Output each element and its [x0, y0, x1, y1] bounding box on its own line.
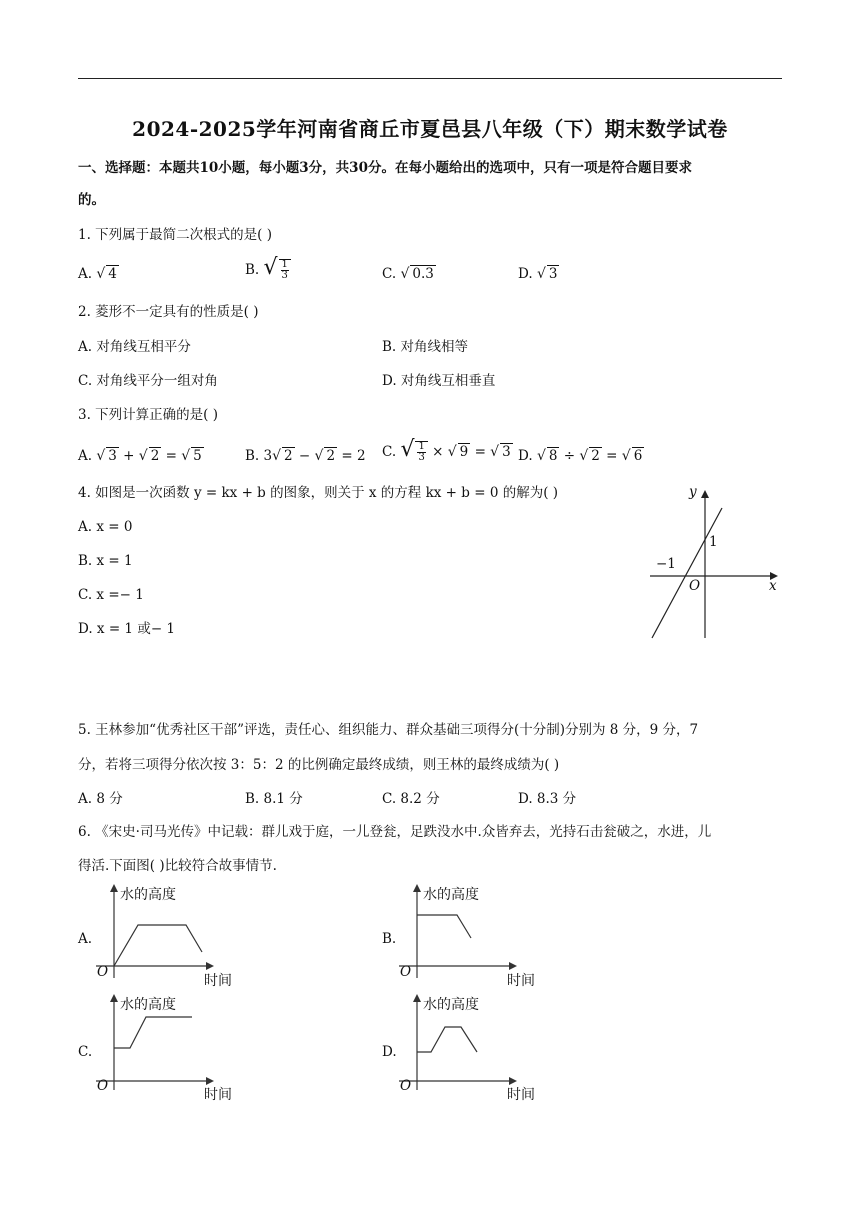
y-axis-label: 水的高度 — [423, 997, 479, 1013]
q2-option-d: D. 对角线互相垂直 — [382, 373, 496, 389]
radicand — [279, 259, 291, 281]
y-axis-arrow — [110, 884, 118, 892]
radicand: 5 — [193, 448, 202, 464]
water-level-line — [114, 925, 202, 966]
denominator: 3 — [418, 452, 425, 463]
option-label: B. — [245, 262, 260, 278]
y-axis-arrow — [110, 994, 118, 1002]
origin-label: O — [689, 578, 701, 594]
radicand: 8 — [548, 448, 558, 464]
water-level-line — [114, 1017, 192, 1048]
q4-option-c: C. x =− 1 — [78, 587, 144, 603]
y-axis-label: y — [689, 484, 697, 500]
x-axis-label: 时间 — [204, 973, 232, 989]
option-label: C. — [382, 266, 397, 282]
x-axis-label: 时间 — [507, 1087, 535, 1103]
q2-option-c: C. 对角线平分一组对角 — [78, 373, 218, 389]
q6-graph-a — [94, 880, 244, 990]
sqrt-sign: √ — [263, 255, 278, 280]
option-label: A. — [78, 448, 93, 464]
equals: = — [474, 444, 486, 460]
q6-stem-cont: 得活.下面图( )比较符合故事情节. — [78, 858, 277, 874]
q3-stem: 3. 下列计算正确的是( ) — [78, 407, 218, 423]
x-axis-label: 时间 — [204, 1087, 232, 1103]
y-axis-arrow — [413, 994, 421, 1002]
q6-graph-c — [94, 990, 244, 1103]
function-line — [652, 508, 722, 638]
radicand: 3 — [108, 448, 117, 464]
radicand: 3 — [548, 266, 558, 282]
operator: − — [298, 448, 311, 464]
q1-option-c — [382, 264, 436, 284]
q6-option-b-label: B. — [382, 931, 397, 947]
q3-option-b: B. 3√ 2 − √ 2 = 2 — [245, 448, 366, 464]
coefficient: 3 — [263, 448, 273, 464]
radicand: 4 — [108, 266, 117, 282]
header-rule — [78, 78, 782, 79]
radicand: 2 — [326, 448, 336, 464]
option-label: C. — [382, 444, 397, 460]
q2-stem: 2. 菱形不一定具有的性质是( ) — [78, 304, 259, 320]
radicand: 2 — [150, 448, 160, 464]
q6-stem: 6. 《宋史·司马光传》中记载：群儿戏于庭，一儿登瓮，足跌没水中.众皆弃去，光持石击瓮破之，水进，儿 — [78, 824, 712, 840]
q3-option-d: D. √ 8 ÷ √ 2 = √ 6 — [518, 448, 643, 464]
y-axis-label: 水的高度 — [120, 997, 176, 1013]
q3-option-c: C. √ $\frac{1}{3}$ × √ 9 = √ 3 — [382, 437, 511, 463]
q2-option-b: B. 对角线相等 — [382, 339, 469, 355]
equals: = — [606, 448, 618, 464]
operator: × — [432, 444, 444, 460]
x-axis-label: 时间 — [507, 973, 535, 989]
y-intercept-label: 1 — [709, 534, 718, 550]
q6-option-d-label: D. — [382, 1044, 397, 1060]
q1-stem: 1. 下列属于最简二次根式的是( ) — [78, 227, 272, 243]
sqrt-sign: √ — [400, 266, 410, 282]
option-label: D. — [518, 448, 533, 464]
numerator: 1 — [281, 259, 288, 270]
radicand: 9 — [459, 444, 469, 460]
q4-function-graph — [640, 478, 790, 643]
origin-label: O — [400, 1078, 412, 1094]
y-axis-arrow — [413, 884, 421, 892]
q1-option-d — [518, 264, 559, 284]
q5-stem: 5. 王林参加“优秀社区干部”评选，责任心、组织能力、群众基础三项得分(十分制)分别为 8 分，9 分，7 — [78, 722, 699, 738]
q6-graph-d — [397, 990, 547, 1103]
q6-option-c-label: C. — [78, 1044, 93, 1060]
page-title: 2024-2025学年河南省商丘市夏邑县八年级（下）期末数学试卷 — [132, 117, 728, 141]
option-label: A. — [78, 266, 93, 282]
option-label: D. — [518, 266, 533, 282]
q5-option-a: A. 8 分 — [78, 791, 123, 807]
x-axis-label: x — [769, 578, 777, 594]
q4-option-d: D. x = 1 或− 1 — [78, 621, 176, 637]
q1-option-b — [245, 255, 291, 281]
result: = 2 — [341, 448, 366, 464]
option-label: B. — [245, 448, 260, 464]
q5-option-b: B. 8.1 分 — [245, 791, 303, 807]
water-level-line — [417, 915, 471, 938]
y-axis-label: 水的高度 — [423, 887, 479, 903]
numerator: 1 — [418, 441, 425, 452]
q5-option-c: C. 8.2 分 — [382, 791, 440, 807]
q2-option-a: A. 对角线互相平分 — [78, 339, 191, 355]
origin-label: O — [97, 1078, 109, 1094]
q5-stem-cont: 分，若将三项得分依次按 3：5：2 的比例确定最终成绩，则王林的最终成绩为( ) — [78, 757, 560, 773]
x-intercept-label: −1 — [656, 556, 676, 572]
sqrt-sign: √ — [96, 266, 106, 282]
y-axis-label: 水的高度 — [120, 887, 176, 903]
denominator: 3 — [281, 270, 288, 281]
radicand: 2 — [591, 448, 600, 464]
origin-label: O — [97, 964, 109, 980]
origin-label: O — [400, 964, 412, 980]
radicand: 2 — [284, 448, 293, 464]
q4-option-a: A. x = 0 — [78, 519, 133, 535]
q6-graph-b — [397, 880, 547, 990]
x-axis-arrow — [206, 962, 214, 970]
q6-option-a-label: A. — [78, 931, 93, 947]
equals: = — [165, 448, 177, 464]
radicand: 0.3 — [412, 266, 434, 282]
section-heading-cont: 的。 — [78, 192, 105, 208]
radicand — [415, 441, 427, 463]
q1-option-a — [78, 264, 119, 284]
radicand: 6 — [633, 448, 643, 464]
radicand: 3 — [502, 444, 511, 460]
operator: ÷ — [563, 448, 576, 464]
q3-option-a: A. √ 3 + √ 2 = √ 5 — [78, 448, 202, 464]
q4-stem: 4. 如图是一次函数 y = kx + b 的图象，则关于 x 的方程 kx + b = 0 的解为( ) — [78, 485, 559, 501]
sqrt-sign: √ — [536, 266, 546, 282]
x-axis-arrow — [509, 962, 517, 970]
q4-option-b: B. x = 1 — [78, 553, 133, 569]
y-axis-arrow — [701, 490, 709, 498]
water-level-line — [417, 1027, 477, 1052]
section-heading: 一、选择题：本题共10小题，每小题3分，共30分。在每小题给出的选项中，只有一项是符合题目要求 — [78, 160, 692, 176]
operator: + — [123, 448, 135, 464]
q5-option-d: D. 8.3 分 — [518, 791, 577, 807]
